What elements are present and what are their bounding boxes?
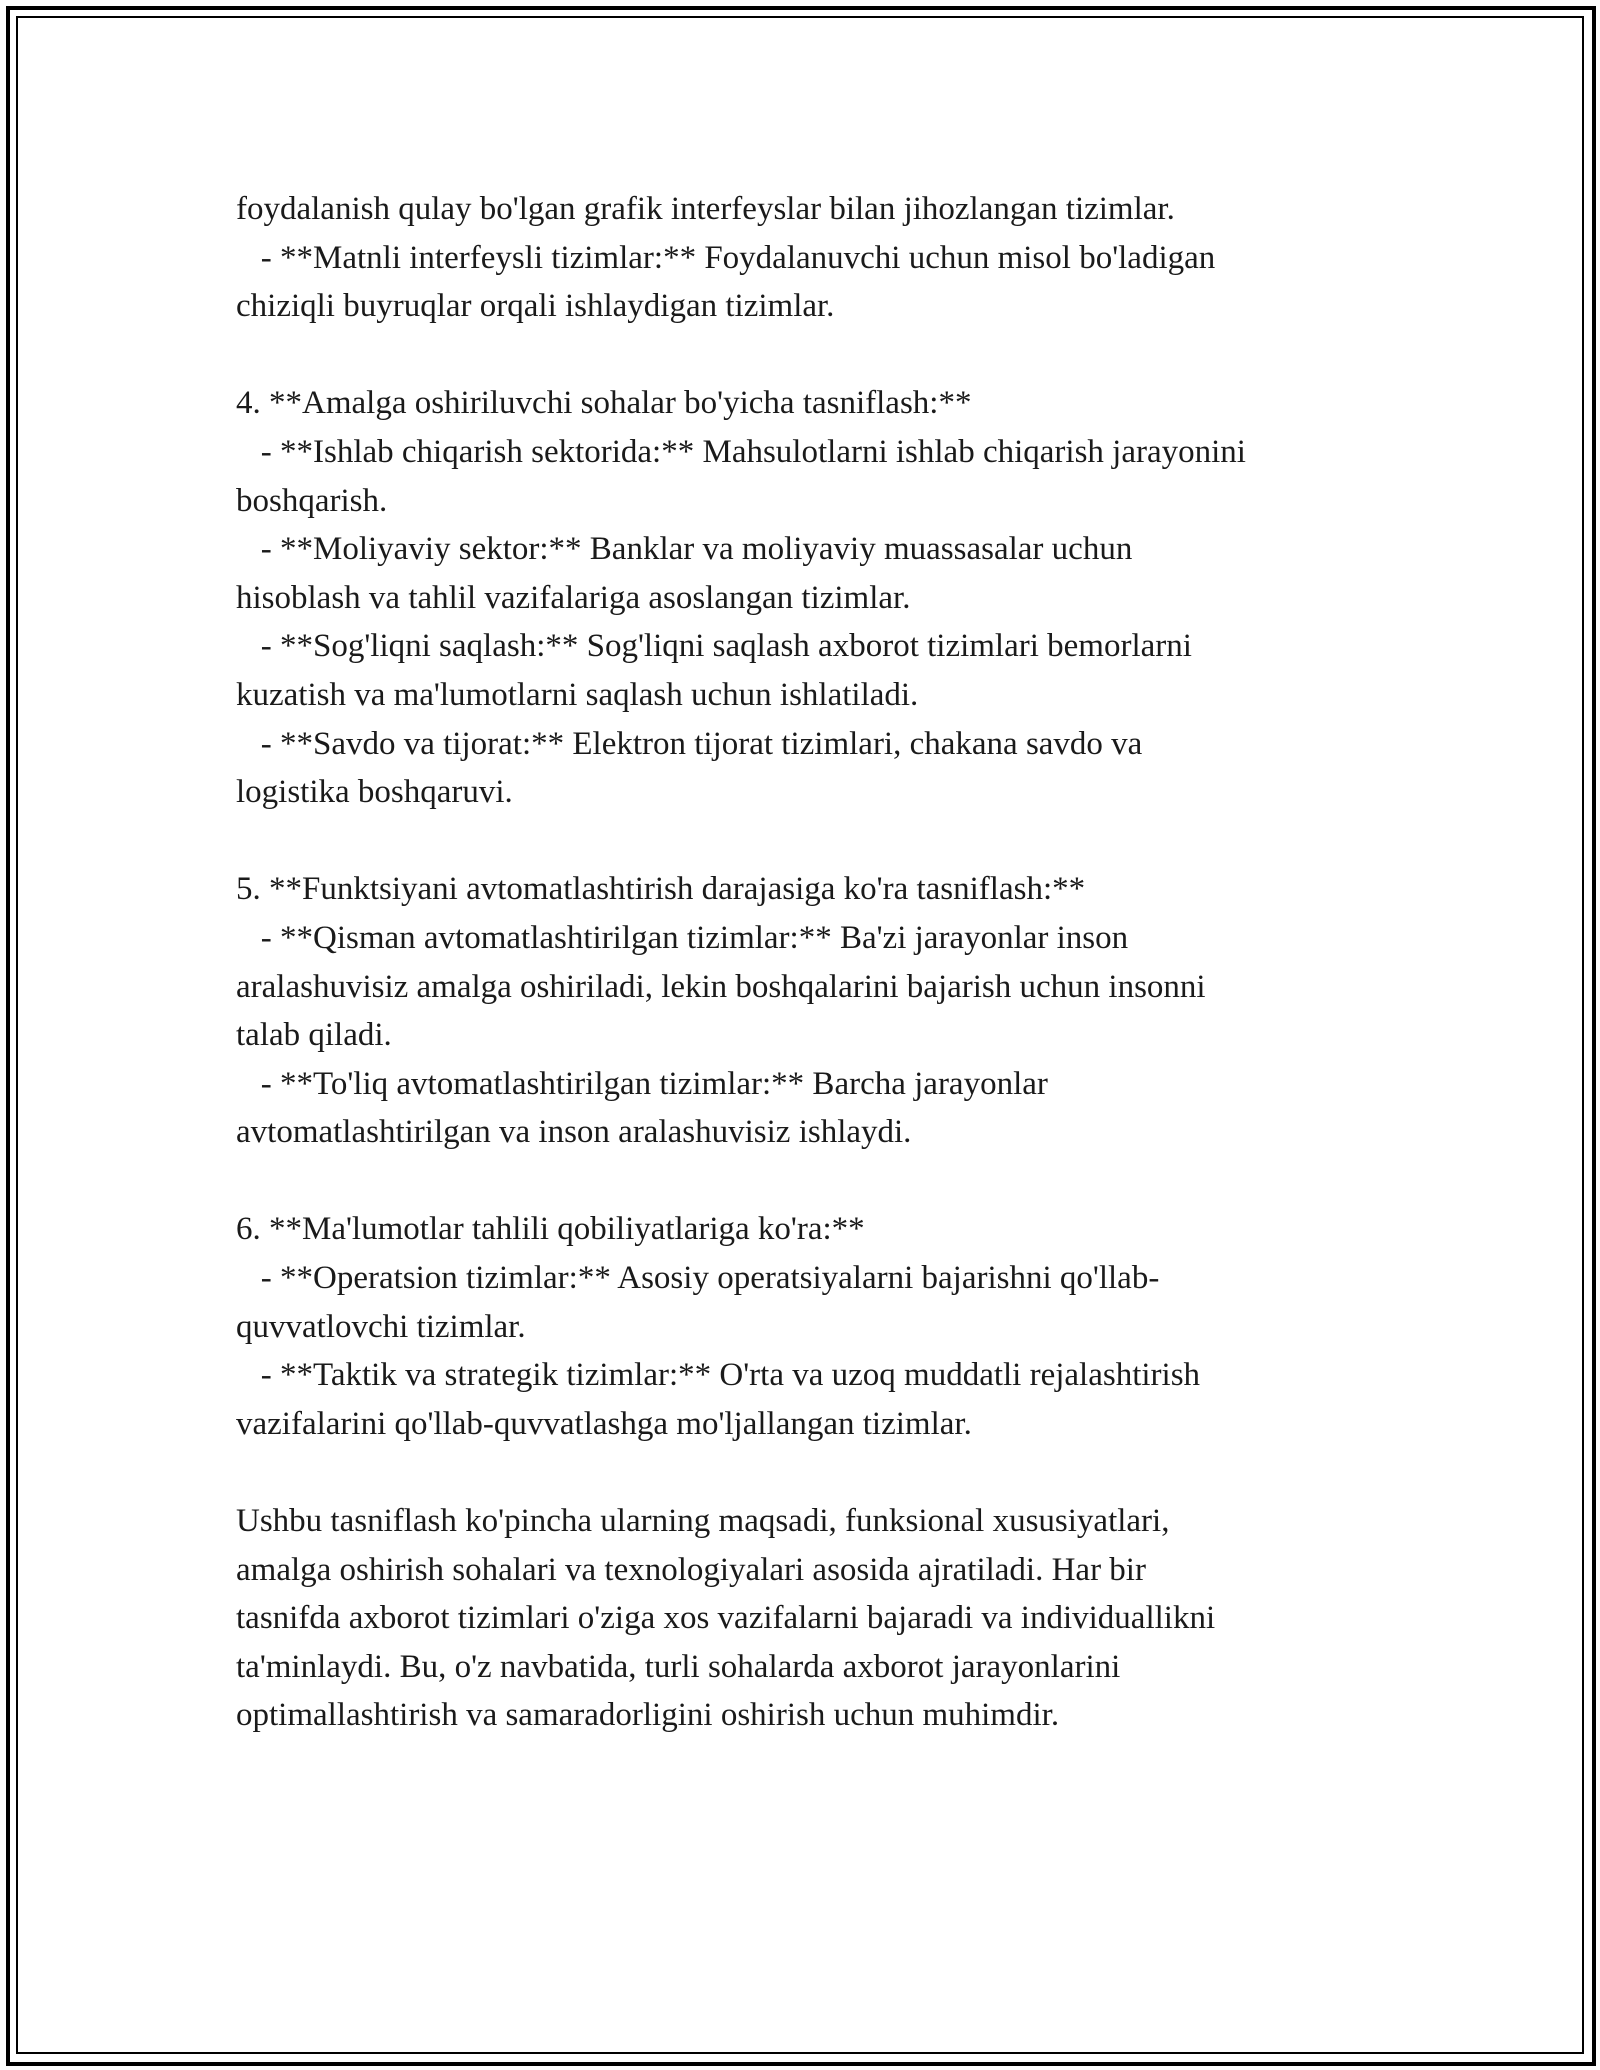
text-line: 5. **Funktsiyani avtomatlashtirish darajasiga ko'ra tasniflash:** <box>236 871 1086 908</box>
blank-line <box>236 331 1376 380</box>
text-line: Ushbu tasniflash ko'pincha ularning maqsadi, funksional xususiyatlari, <box>236 1503 1170 1540</box>
text-line: aralashuvisiz amalga oshiriladi, lekin boshqalarini bajarish uchun insonni <box>236 968 1206 1005</box>
text-line: hisoblash va tahlil vazifalariga asoslangan tizimlar. <box>236 579 911 616</box>
text-line: - **Savdo va tijorat:** Elektron tijorat tizimlari, chakana savdo va <box>236 725 1143 762</box>
text-line: tasnifda axborot tizimlari o'ziga xos vazifalarni bajaradi va individuallikni <box>236 1600 1216 1637</box>
text-line: vazifalarini qo'llab-quvvatlashga mo'ljallangan tizimlar. <box>236 1405 972 1442</box>
text-line: kuzatish va ma'lumotlarni saqlash uchun ishlatiladi. <box>236 676 919 713</box>
text-line: boshqarish. <box>236 482 388 519</box>
text-line: amalga oshirish sohalari va texnologiyalari asosida ajratiladi. Har bir <box>236 1551 1146 1588</box>
text-line: chiziqli buyruqlar orqali ishlaydigan tizimlar. <box>236 288 835 325</box>
text-line: talab qiladi. <box>236 1017 392 1054</box>
document-body <box>236 185 1376 1740</box>
text-line: avtomatlashtirilgan va inson aralashuvisiz ishlaydi. <box>236 1114 912 1151</box>
text-line: - **Sog'liqni saqlash:** Sog'liqni saqlash axborot tizimlari bemorlarni <box>236 628 1192 665</box>
blank-line <box>236 1448 1376 1497</box>
text-line: - **To'liq avtomatlashtirilgan tizimlar:** Barcha jarayonlar <box>236 1065 1048 1102</box>
text-line: - **Ishlab chiqarish sektorida:** Mahsulotlarni ishlab chiqarish jarayonini <box>236 433 1246 470</box>
text-line: optimallashtirish va samaradorligini oshirish uchun muhimdir. <box>236 1697 1060 1734</box>
text-line: logistika boshqaruvi. <box>236 774 513 811</box>
text-line: - **Operatsion tizimlar:** Asosiy operatsiyalarni bajarishni qo'llab- <box>236 1260 1160 1297</box>
text-line: - **Taktik va strategik tizimlar:** O'rta va uzoq muddatli rejalashtirish <box>236 1357 1201 1394</box>
text-line: quvvatlovchi tizimlar. <box>236 1308 526 1345</box>
text-line: 4. **Amalga oshiriluvchi sohalar bo'yicha tasniflash:** <box>236 385 972 422</box>
text-line: - **Moliyaviy sektor:** Banklar va moliyaviy muassasalar uchun <box>236 531 1133 568</box>
blank-line <box>236 817 1376 866</box>
text-line: foydalanish qulay bo'lgan grafik interfeyslar bilan jihozlangan tizimlar. <box>236 191 1175 227</box>
text-line: - **Qisman avtomatlashtirilgan tizimlar:** Ba'zi jarayonlar inson <box>236 919 1129 956</box>
text-line: 6. **Ma'lumotlar tahlili qobiliyatlariga ko'ra:** <box>236 1211 865 1248</box>
text-line: - **Matnli interfeysli tizimlar:** Foydalanuvchi uchun misol bo'ladigan <box>236 239 1216 276</box>
blank-line <box>236 1157 1376 1206</box>
text-line: ta'minlaydi. Bu, o'z navbatida, turli sohalarda axborot jarayonlarini <box>236 1648 1121 1685</box>
